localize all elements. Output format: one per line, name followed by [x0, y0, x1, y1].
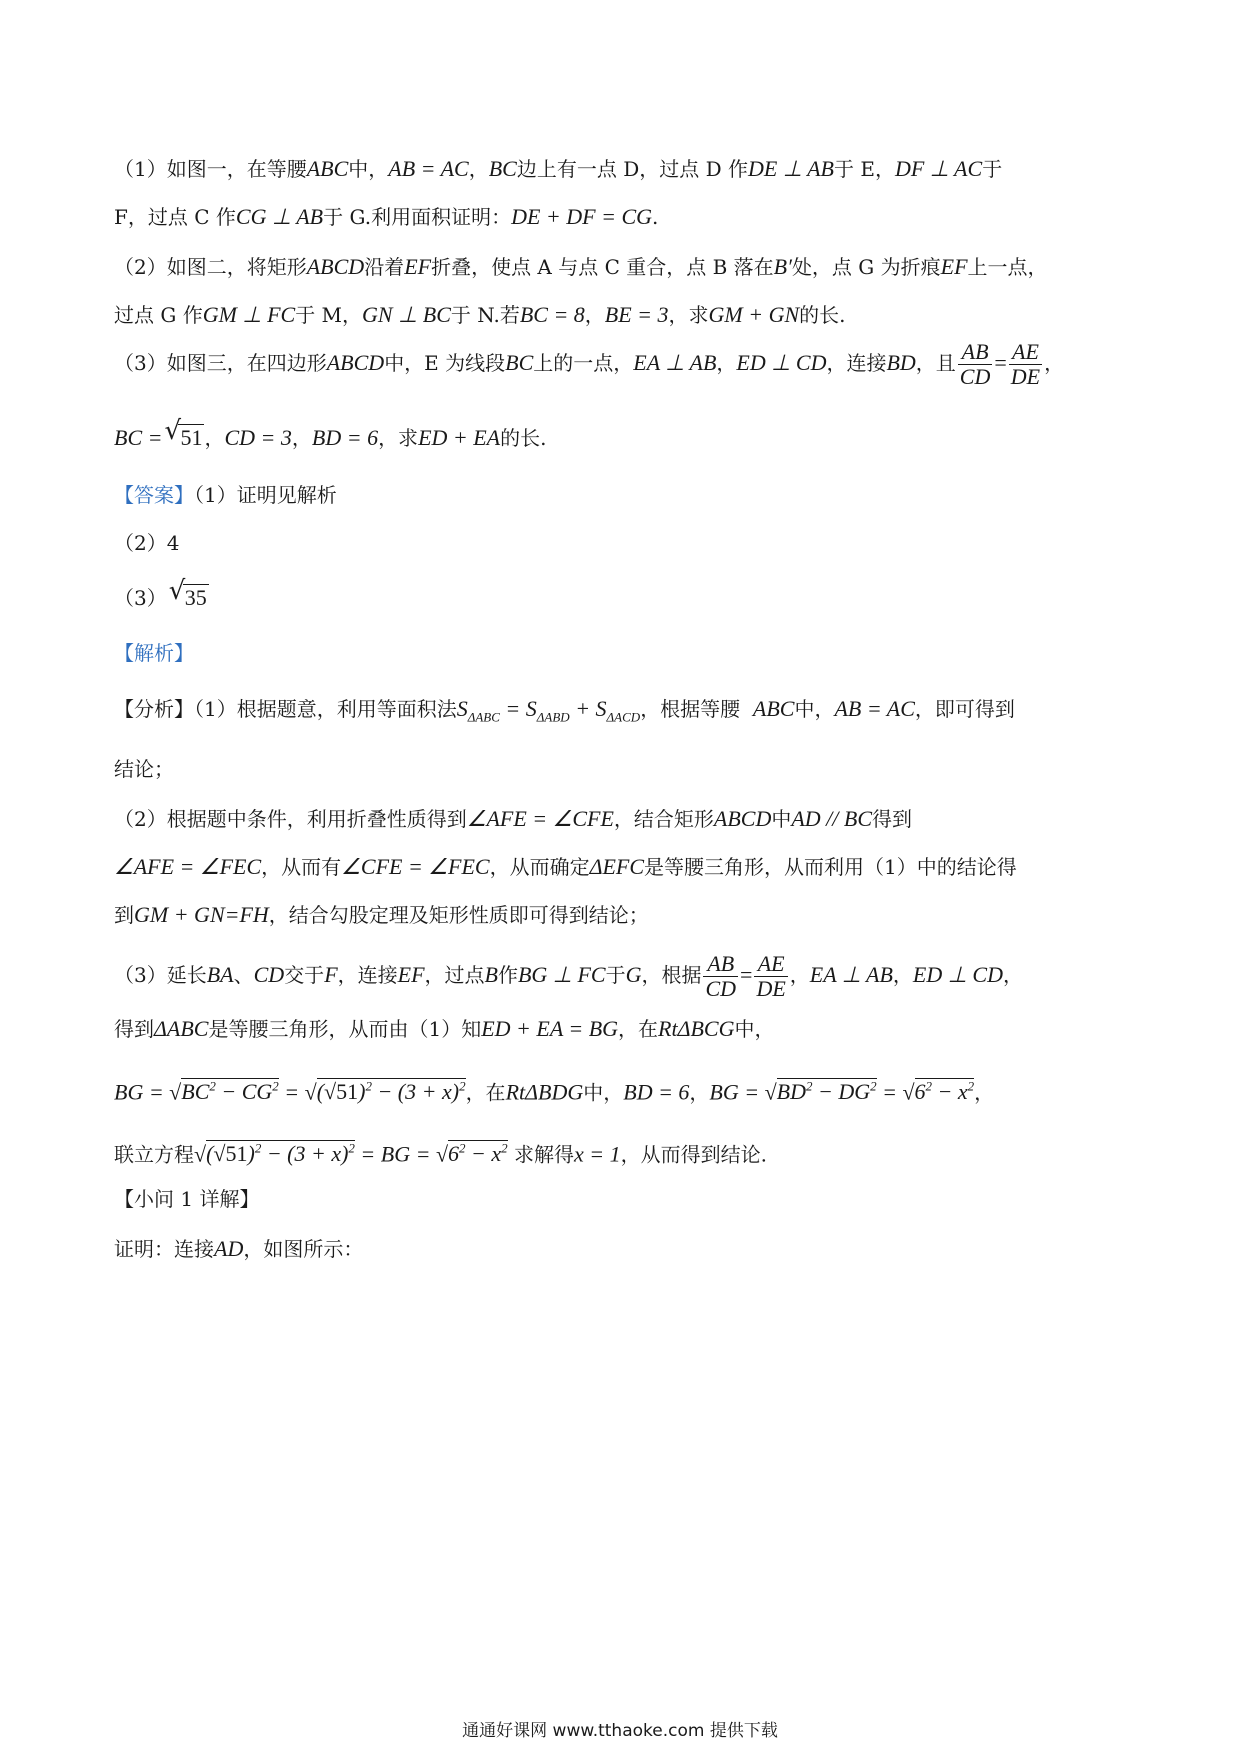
detail-line-1: 证明：连接AD，如图所示： — [114, 1236, 364, 1261]
answer-tag: 【答案】 — [114, 483, 194, 507]
fraction-ab-cd-analysis: $\frac{AB}{CD}$ — [705, 951, 737, 1001]
analysis-line-7: 得到ΔABC是等腰三角形，从而由（1）知ED + EA = BG，在RtΔBCG中， — [114, 1016, 775, 1041]
question-2-line-2: 过点 G 作GM ⊥ FC于 M，GN ⊥ BC于 N.若BC = 8，BE = 3，求GM + GN的长. — [114, 302, 846, 327]
fraction-ae-de-analysis: $\frac{AE}{DE}$ — [756, 951, 786, 1001]
answer-line-3: （3）√ 35 — [114, 584, 209, 611]
question-1-line-1: （1）如图一，在等腰ABC中，AB = AC，BC边上有一点 D，过点 D 作DE ⊥ AB于 E，DF ⊥ AC于 — [114, 156, 1003, 181]
question-2-line-1: （2）如图二，将矩形ABCD沿着EF折叠，使点 A 与点 C 重合，点 B 落在B′处，点 G 为折痕EF上一点， — [114, 254, 1048, 279]
analysis-line-3: （2）根据题中条件，利用折叠性质得到∠AFE = ∠CFE，结合矩形ABCD中AD // BC得到 — [114, 806, 913, 831]
analysis-line-5: 到GM + GN=FH，结合勾股定理及矩形性质即可得到结论； — [114, 902, 649, 927]
detail-tag-line — [114, 1186, 259, 1212]
analysis-tag-line — [114, 640, 194, 666]
sqrt-51: √ 51 — [164, 424, 204, 451]
question-1-line-2: F，过点 C 作CG ⊥ AB于 G.利用面积证明：DE + DF = CG. — [114, 204, 659, 229]
fraction-ab-cd: $\frac{AB}{CD}$ — [959, 339, 991, 389]
analysis-tag: 【解析】 — [114, 641, 194, 665]
analysis-line-6: （3）延长BA、CD交于F，连接EF，过点B作BG ⊥ FC于G，根据 $\frac{AB}{CD}$ = $\frac{AE}{DE}$ ，EA ⊥ AB，ED ⊥ CD， — [114, 951, 1023, 1001]
bg-formula-1: BG = $√BC^2 - CG^2 = √(√51)^2 - (3 + x)^2$ — [114, 1079, 466, 1105]
analysis-line-1: 【分析】（1）根据题意，利用等面积法$S_{\Delta ABC} = S_{\Delta ABD} + S_{\Delta ACD}$，根据等腰 ABC中，AB = AC，即可得到 — [114, 696, 1015, 725]
area-formula: $S_{\Delta ABC} = S_{\Delta ABD} + S_{\Delta ACD}$ — [456, 696, 641, 725]
analysis-line-9: 联立方程$√(√51)^2 - (3 + x)^2$ = BG = $√6^2 - x^2$ 求解得x = 1，从而得到结论. — [114, 1141, 767, 1167]
page-footer: 通通好课网 www.tthaoke.com 提供下载 — [462, 1721, 778, 1741]
bg-formula-2: BG = $√BD^2 - DG^2 = √6^2 - x^2$ — [709, 1079, 975, 1105]
question-3-line-2: BC =√ 51 ，CD = 3，BD = 6，求ED + EA的长. — [114, 424, 546, 451]
analysis-line-4: ∠AFE = ∠FEC，从而有∠CFE = ∠FEC，从而确定ΔEFC是等腰三角形，从而利用（1）中的结论得 — [114, 854, 1017, 879]
sqrt-35: √ 35 — [169, 584, 209, 611]
analysis-line-8: BG = $√BC^2 - CG^2 = √(√51)^2 - (3 + x)^2$，在RtΔBDG中，BD = 6，BG = $√BD^2 - DG^2 = √6^2 - x^2$， — [114, 1079, 995, 1105]
joint-equation: $√(√51)^2 - (3 + x)^2$ = BG = $√6^2 - x^2$ — [194, 1141, 508, 1167]
detail-tag: 【小问 1 详解】 — [114, 1187, 260, 1211]
analysis-line-2: 结论； — [114, 757, 174, 781]
question-3-line-1: （3）如图三，在四边形ABCD中，E 为线段BC上的一点，EA ⊥ AB，ED ⊥ CD，连接BD，且 $\frac{AB}{CD}$ = $\frac{AE}{DE}$ ， — [114, 339, 1065, 389]
answer-line-2: （2）4 — [114, 531, 180, 555]
answer-line-1: 【答案】（1）证明见解析 — [114, 483, 337, 507]
fraction-ae-de: $\frac{AE}{DE}$ — [1010, 339, 1041, 389]
